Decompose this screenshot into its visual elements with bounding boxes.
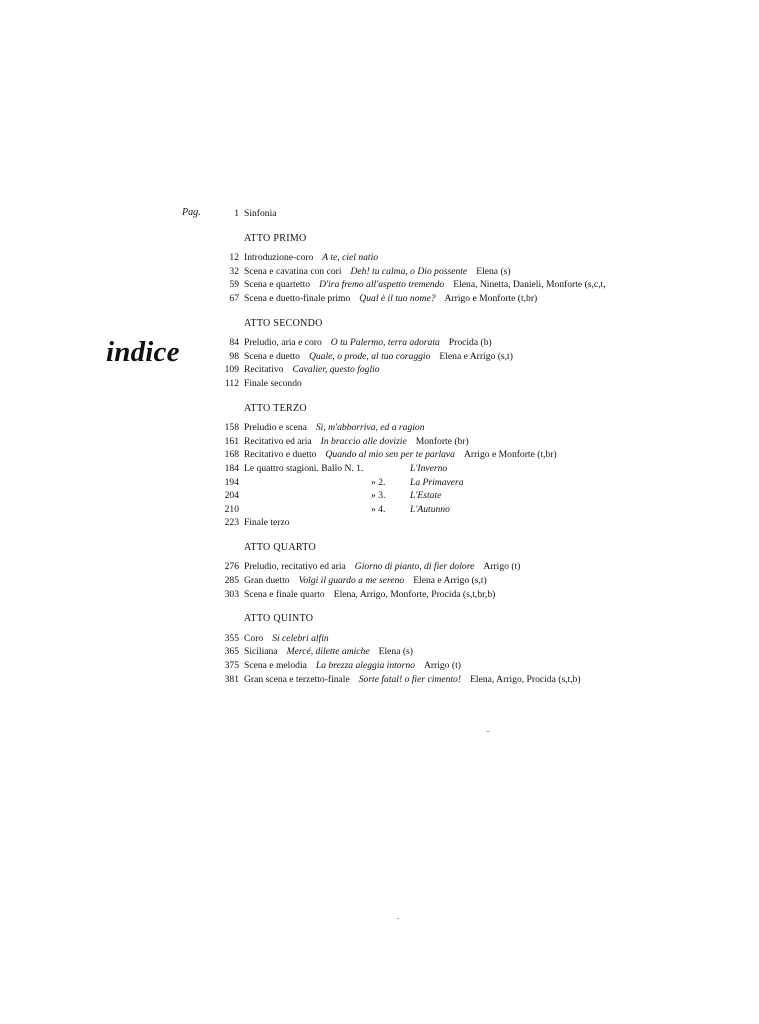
- toc-row-ballo: [214, 503, 754, 517]
- entry-incipit: Cavalier, questo foglio: [292, 364, 380, 376]
- toc-row: [214, 435, 754, 449]
- entry-incipit: Quando al mio sen per te parlava: [325, 449, 455, 461]
- entry-title: Finale terzo: [244, 517, 290, 529]
- entry-text: [244, 350, 513, 364]
- entry-voices: Arrigo (t): [483, 561, 521, 573]
- entry-text: [244, 363, 380, 377]
- entry-text: [244, 673, 581, 687]
- entry-voices: Arrigo (t): [423, 660, 461, 672]
- ballo-season: La Primavera: [410, 476, 464, 488]
- speck-mark: [397, 918, 399, 919]
- page-title: indice: [106, 336, 180, 368]
- toc-row-ballo: [214, 476, 754, 490]
- page-number: 184: [224, 462, 239, 474]
- page-number: 168: [224, 449, 239, 461]
- toc-row: [214, 588, 754, 602]
- page-number: 12: [229, 252, 239, 264]
- entry-title: Scena e quartetto: [244, 279, 311, 291]
- toc-row: [214, 292, 754, 306]
- toc-row: [214, 421, 754, 435]
- entry-incipit: In braccio alle dovizie: [320, 435, 407, 447]
- toc-row: [214, 560, 754, 574]
- toc-row-ballo: [214, 462, 754, 476]
- ballo-season: L'Estate: [410, 490, 442, 502]
- toc-row: [214, 336, 754, 350]
- entry-text: [244, 632, 329, 646]
- entry-text: [244, 421, 425, 435]
- entry-incipit: Volgi il guardo a me sereno: [298, 575, 405, 587]
- entry-title: Gran duetto: [244, 575, 290, 587]
- entry-text: [244, 265, 511, 279]
- page-number: 223: [224, 517, 239, 529]
- ballo-season: L'Inverno: [410, 462, 448, 474]
- ballo-number: » 3.: [371, 490, 386, 502]
- entry-incipit: Giorno di pianto, di fier dolore: [354, 561, 475, 573]
- toc-row-sinfonia: [214, 207, 754, 221]
- ballo-number: » 2.: [371, 476, 386, 488]
- entry-text: [244, 574, 487, 588]
- entry-title: Scena e duetto: [244, 350, 300, 362]
- entry-incipit: Sì, m'abborriva, ed a ragion: [315, 422, 425, 434]
- entry-voices: Elena (s): [476, 265, 511, 277]
- ballo-season: L'Autunno: [410, 503, 450, 515]
- table-of-contents: [214, 207, 754, 686]
- entry-voices: Elena, Arrigo, Monforte, Procida (s,t,br,b): [333, 588, 496, 600]
- toc-row: [214, 448, 754, 462]
- entry-text: [244, 278, 606, 292]
- entry-incipit: Mercé, dilette amiche: [286, 646, 370, 658]
- toc-row: [214, 251, 754, 265]
- page-number: 1: [234, 208, 239, 219]
- pag-label: Pag.: [182, 207, 201, 218]
- act-heading: ATTO PRIMO: [244, 232, 307, 244]
- page-number: 276: [224, 561, 239, 573]
- entry-title: Introduzione-coro: [244, 252, 314, 264]
- entry-title: Recitativo e duetto: [244, 449, 317, 461]
- page-number: 161: [224, 435, 239, 447]
- speck-mark: [487, 731, 489, 732]
- entry-incipit: Deh! tu calma, o Dio possente: [350, 265, 468, 277]
- entry-text: [244, 377, 302, 391]
- act-heading: ATTO TERZO: [244, 402, 307, 414]
- page-number: 194: [224, 476, 239, 488]
- act-heading: ATTO QUINTO: [244, 613, 314, 625]
- page-number: 67: [229, 292, 239, 304]
- entry-voices: Elena, Arrigo, Procida (s,t,b): [470, 673, 581, 685]
- entry-title: Scena e duetto-finale primo: [244, 292, 351, 304]
- entry-voices: Monforte (br): [415, 435, 469, 447]
- entry-incipit: Sorte fatal! o fier cimento!: [358, 673, 462, 685]
- page-number: 204: [224, 490, 239, 502]
- entry-incipit: Qual è il tuo nome?: [359, 292, 436, 304]
- entry-incipit: Quale, o prode, al tuo coraggio: [308, 350, 431, 362]
- entry-text: [244, 336, 492, 350]
- entry-text: [244, 435, 469, 449]
- entry-incipit: D'ira fremo all'aspetto tremendo: [319, 279, 445, 291]
- entry-title: Preludio e scena: [244, 422, 307, 434]
- act-heading: ATTO SECONDO: [244, 317, 323, 329]
- entry-text: [244, 448, 557, 462]
- entry-title: Preludio, recitativo ed aria: [244, 561, 346, 573]
- entry-incipit: A te, ciel natio: [322, 252, 379, 264]
- entry-text: [244, 588, 495, 602]
- page-number: 365: [224, 646, 239, 658]
- entry-incipit: La brezza aleggia intorno: [315, 660, 415, 672]
- entry-title: Sinfonia: [244, 208, 277, 219]
- entry-voices: Elena e Arrigo (s,t): [439, 350, 513, 362]
- page-number: 285: [224, 575, 239, 587]
- entry-title: Recitativo: [244, 364, 284, 376]
- page-number: 355: [224, 632, 239, 644]
- page-number: 375: [224, 660, 239, 672]
- page-number: 98: [229, 350, 239, 362]
- toc-row: [214, 265, 754, 279]
- entry-title: Finale secondo: [244, 377, 302, 389]
- toc-row: [214, 673, 754, 687]
- toc-row: [214, 278, 754, 292]
- entry-voices: Elena, Ninetta, Danieli, Monforte (s,c,t,: [453, 279, 606, 291]
- page-number: 32: [229, 265, 239, 277]
- entry-text: [244, 659, 461, 673]
- entry-voices: Arrigo e Monforte (t,br): [444, 292, 538, 304]
- entry-title: Scena e cavatina con cori: [244, 265, 342, 277]
- entry-text: [244, 251, 378, 265]
- entry-title: Le quattro stagioni. Ballo N. 1.: [244, 462, 364, 474]
- page-number: 59: [229, 279, 239, 291]
- toc-row: [214, 632, 754, 646]
- entry-title: Gran scena e terzetto-finale: [244, 673, 350, 685]
- entry-text: [244, 516, 290, 530]
- entry-title: Siciliana: [244, 646, 278, 658]
- toc-row: [214, 350, 754, 364]
- entry-voices: Elena (s): [378, 646, 413, 658]
- page-number: 381: [224, 673, 239, 685]
- entry-voices: Procida (b): [448, 337, 492, 349]
- entry-voices: Elena e Arrigo (s,t): [413, 575, 487, 587]
- toc-row: [214, 574, 754, 588]
- entry-title: Coro: [244, 632, 264, 644]
- entry-voices: Arrigo e Monforte (t,br): [463, 449, 557, 461]
- entry-incipit: O tu Palermo, terra adorata: [330, 337, 440, 349]
- toc-row: [214, 659, 754, 673]
- toc-row: [214, 516, 754, 530]
- page-number: 84: [229, 337, 239, 349]
- page-number: 112: [224, 377, 239, 389]
- entry-text: [244, 645, 413, 659]
- entry-title: Preludio, aria e coro: [244, 337, 322, 349]
- page-number: 109: [224, 364, 239, 376]
- entry-title: Recitativo ed aria: [244, 435, 312, 447]
- page-number: 303: [224, 588, 239, 600]
- page-number: 158: [224, 422, 239, 434]
- act-heading: ATTO QUARTO: [244, 541, 317, 553]
- ballo-number: » 4.: [371, 503, 386, 515]
- entry-title: Scena e melodia: [244, 660, 307, 672]
- toc-row-ballo: [214, 489, 754, 503]
- acts-container: [214, 232, 754, 687]
- toc-row: [214, 645, 754, 659]
- toc-row: [214, 363, 754, 377]
- entry-text: [244, 292, 537, 306]
- entry-text: [244, 560, 520, 574]
- toc-row: [214, 377, 754, 391]
- entry-incipit: Si celebri alfin: [272, 632, 329, 644]
- page-number: 210: [224, 503, 239, 515]
- entry-title: Scena e finale quarto: [244, 588, 325, 600]
